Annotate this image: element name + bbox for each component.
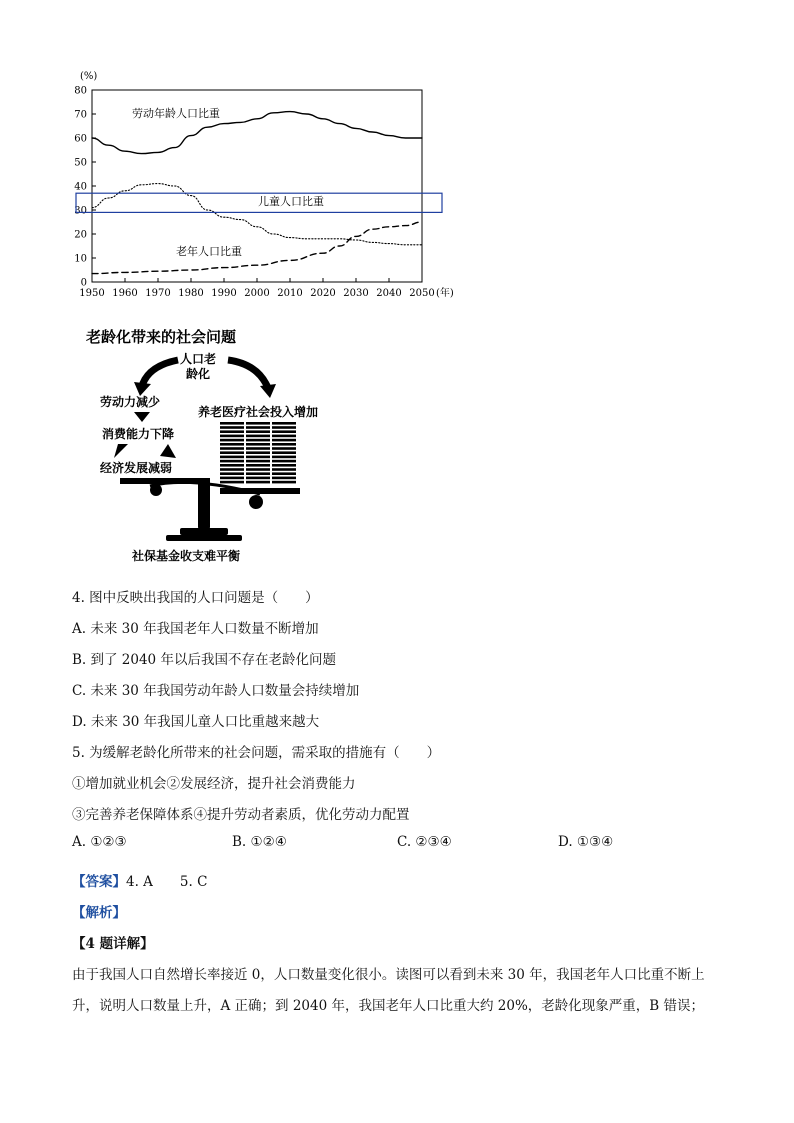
coin-bar	[272, 422, 296, 425]
y-tick-label: 70	[74, 109, 87, 121]
x-tick-label: 1990	[211, 288, 237, 299]
coin-bar	[220, 464, 244, 467]
answer-text: 4. A 5. C	[126, 874, 208, 890]
balance-base-upper	[180, 528, 228, 535]
right-curved-arrow	[228, 360, 268, 388]
coin-bar	[220, 481, 244, 484]
series-label-elderly: 老年人口比重	[176, 245, 242, 258]
q5-statements-1: ①增加就业机会②发展经济，提升社会消费能力	[72, 776, 356, 792]
coin-bar	[272, 456, 296, 459]
q4-option-b: B. 到了 2040 年以后我国不存在老龄化问题	[72, 652, 336, 668]
coin-bar	[220, 426, 244, 429]
coin-bar	[272, 447, 296, 450]
coin-bar	[220, 435, 244, 438]
series-line-2	[92, 222, 422, 274]
up-right-arrow-icon	[160, 444, 176, 458]
coin-bar	[272, 468, 296, 471]
q5-option-c: C. ②③④	[397, 834, 452, 850]
left-item-consumption-drop: 消费能力下降	[102, 427, 175, 441]
answer-line	[72, 870, 207, 890]
coin-bar	[220, 468, 244, 471]
coin-bar	[220, 451, 244, 454]
coin-bar	[246, 443, 270, 446]
coin-bar	[246, 447, 270, 450]
x-tick-label: 2040	[376, 288, 402, 299]
population-proportion-chart	[60, 62, 480, 302]
q5-option-b: B. ①②④	[232, 834, 287, 850]
x-tick-label: 2030	[343, 288, 369, 299]
coin-bar	[272, 477, 296, 480]
left-arrow-head-icon	[134, 382, 151, 396]
series-label-children: 儿童人口比重	[258, 195, 324, 208]
coin-bar	[272, 435, 296, 438]
y-tick-label: 30	[74, 205, 87, 217]
question-section	[72, 586, 732, 886]
coin-stacks	[220, 422, 296, 483]
balance-base-lower	[166, 535, 242, 541]
coin-bar	[246, 464, 270, 467]
coin-bar	[220, 456, 244, 459]
coin-bar	[272, 439, 296, 442]
q4-option-d: D. 未来 30 年我国儿童人口比重越来越大	[72, 714, 320, 730]
down-arrow-icon	[134, 412, 150, 422]
analysis-label: 【解析】	[72, 905, 126, 921]
coin-bar	[246, 468, 270, 471]
q5-stem: 5. 为缓解老龄化所带来的社会问题，需采取的措施有（ ）	[72, 745, 441, 761]
q4-stem: 4. 图中反映出我国的人口问题是（ ）	[72, 590, 319, 606]
x-tick-label: 1960	[112, 288, 138, 299]
x-tick-label: 2050	[409, 288, 435, 299]
right-arrow-head-icon	[260, 384, 276, 398]
coin-bar	[246, 460, 270, 463]
analysis-sub-label: 【4 题详解】	[72, 936, 154, 952]
right-item-investment-increase: 养老医疗社会投入增加	[198, 405, 319, 419]
x-tick-label: 2010	[277, 288, 303, 299]
y-tick-label: 80	[74, 85, 87, 97]
left-item-economy-weaken: 经济发展减弱	[100, 461, 173, 475]
left-item-labor-decrease: 劳动力减少	[100, 395, 161, 409]
coin-bar	[220, 460, 244, 463]
coin-bar	[272, 426, 296, 429]
coin-bar	[246, 430, 270, 433]
coin-bar	[220, 439, 244, 442]
y-tick-label: 0	[80, 277, 87, 289]
x-axis-unit-label: (年)	[436, 288, 454, 299]
coin-bar	[272, 460, 296, 463]
coin-bar	[246, 426, 270, 429]
y-tick-label: 10	[74, 253, 87, 265]
coin-bar	[272, 443, 296, 446]
y-axis-ticks	[74, 86, 96, 289]
coin-bar	[220, 472, 244, 475]
coin-bar	[246, 451, 270, 454]
center-label-line2: 龄化	[186, 367, 211, 381]
y-tick-label: 60	[74, 133, 87, 145]
analysis-line-1: 由于我国人口自然增长率接近 0，人口数量变化很小。读图可以看到未来 30 年，我国老年人口比重不断上	[72, 967, 705, 983]
answer-section	[72, 866, 732, 1036]
down-left-arrow-icon	[114, 444, 128, 458]
coin-bar	[246, 456, 270, 459]
coin-bar	[246, 472, 270, 475]
coin-bar	[220, 477, 244, 480]
coin-bar	[246, 477, 270, 480]
bottom-label-fund-imbalance: 社保基金收支难平衡	[132, 549, 241, 563]
left-curved-arrow	[142, 360, 178, 386]
aging-problems-diagram	[80, 322, 370, 572]
x-tick-label: 2000	[244, 288, 270, 299]
coin-bar	[220, 430, 244, 433]
x-tick-label: 1980	[178, 288, 204, 299]
coin-bar	[272, 430, 296, 433]
q5-option-a: A. ①②③	[72, 834, 127, 850]
coin-bar	[272, 464, 296, 467]
answer-label: 【答案】	[72, 874, 126, 890]
coin-bar	[246, 481, 270, 484]
coin-bar	[272, 451, 296, 454]
x-tick-label: 2020	[310, 288, 336, 299]
right-pan-weight	[249, 495, 263, 509]
balance-post	[198, 480, 210, 530]
coin-bar	[220, 443, 244, 446]
coin-bar	[272, 481, 296, 484]
coin-bar	[246, 422, 270, 425]
center-label-line1: 人口老	[180, 352, 217, 366]
y-axis-unit-label: (%)	[80, 71, 98, 82]
diagram-title: 老龄化带来的社会问题	[86, 328, 237, 346]
y-tick-label: 20	[74, 229, 87, 241]
q4-option-a: A. 未来 30 年我国老年人口数量不断增加	[72, 621, 319, 637]
analysis-line-2: 升，说明人口数量上升，A 正确；到 2040 年，我国老年人口比重大约 20%，老龄化现象严重，B 错误；	[72, 998, 704, 1014]
coin-bar	[272, 472, 296, 475]
q4-option-c: C. 未来 30 年我国劳动年龄人口数量会持续增加	[72, 683, 360, 699]
q5-option-d: D. ①③④	[558, 834, 614, 850]
x-tick-label: 1970	[145, 288, 171, 299]
series-label-labor: 劳动年龄人口比重	[132, 107, 220, 120]
coin-bar	[220, 422, 244, 425]
y-tick-label: 40	[74, 181, 87, 193]
x-tick-label: 1950	[79, 288, 105, 299]
coin-bar	[246, 435, 270, 438]
y-tick-label: 50	[74, 157, 87, 169]
coin-bar	[246, 439, 270, 442]
x-axis-ticks	[79, 278, 434, 299]
q5-statements-2: ③完善养老保障体系④提升劳动者素质，优化劳动力配置	[72, 807, 410, 823]
coin-bar	[220, 447, 244, 450]
